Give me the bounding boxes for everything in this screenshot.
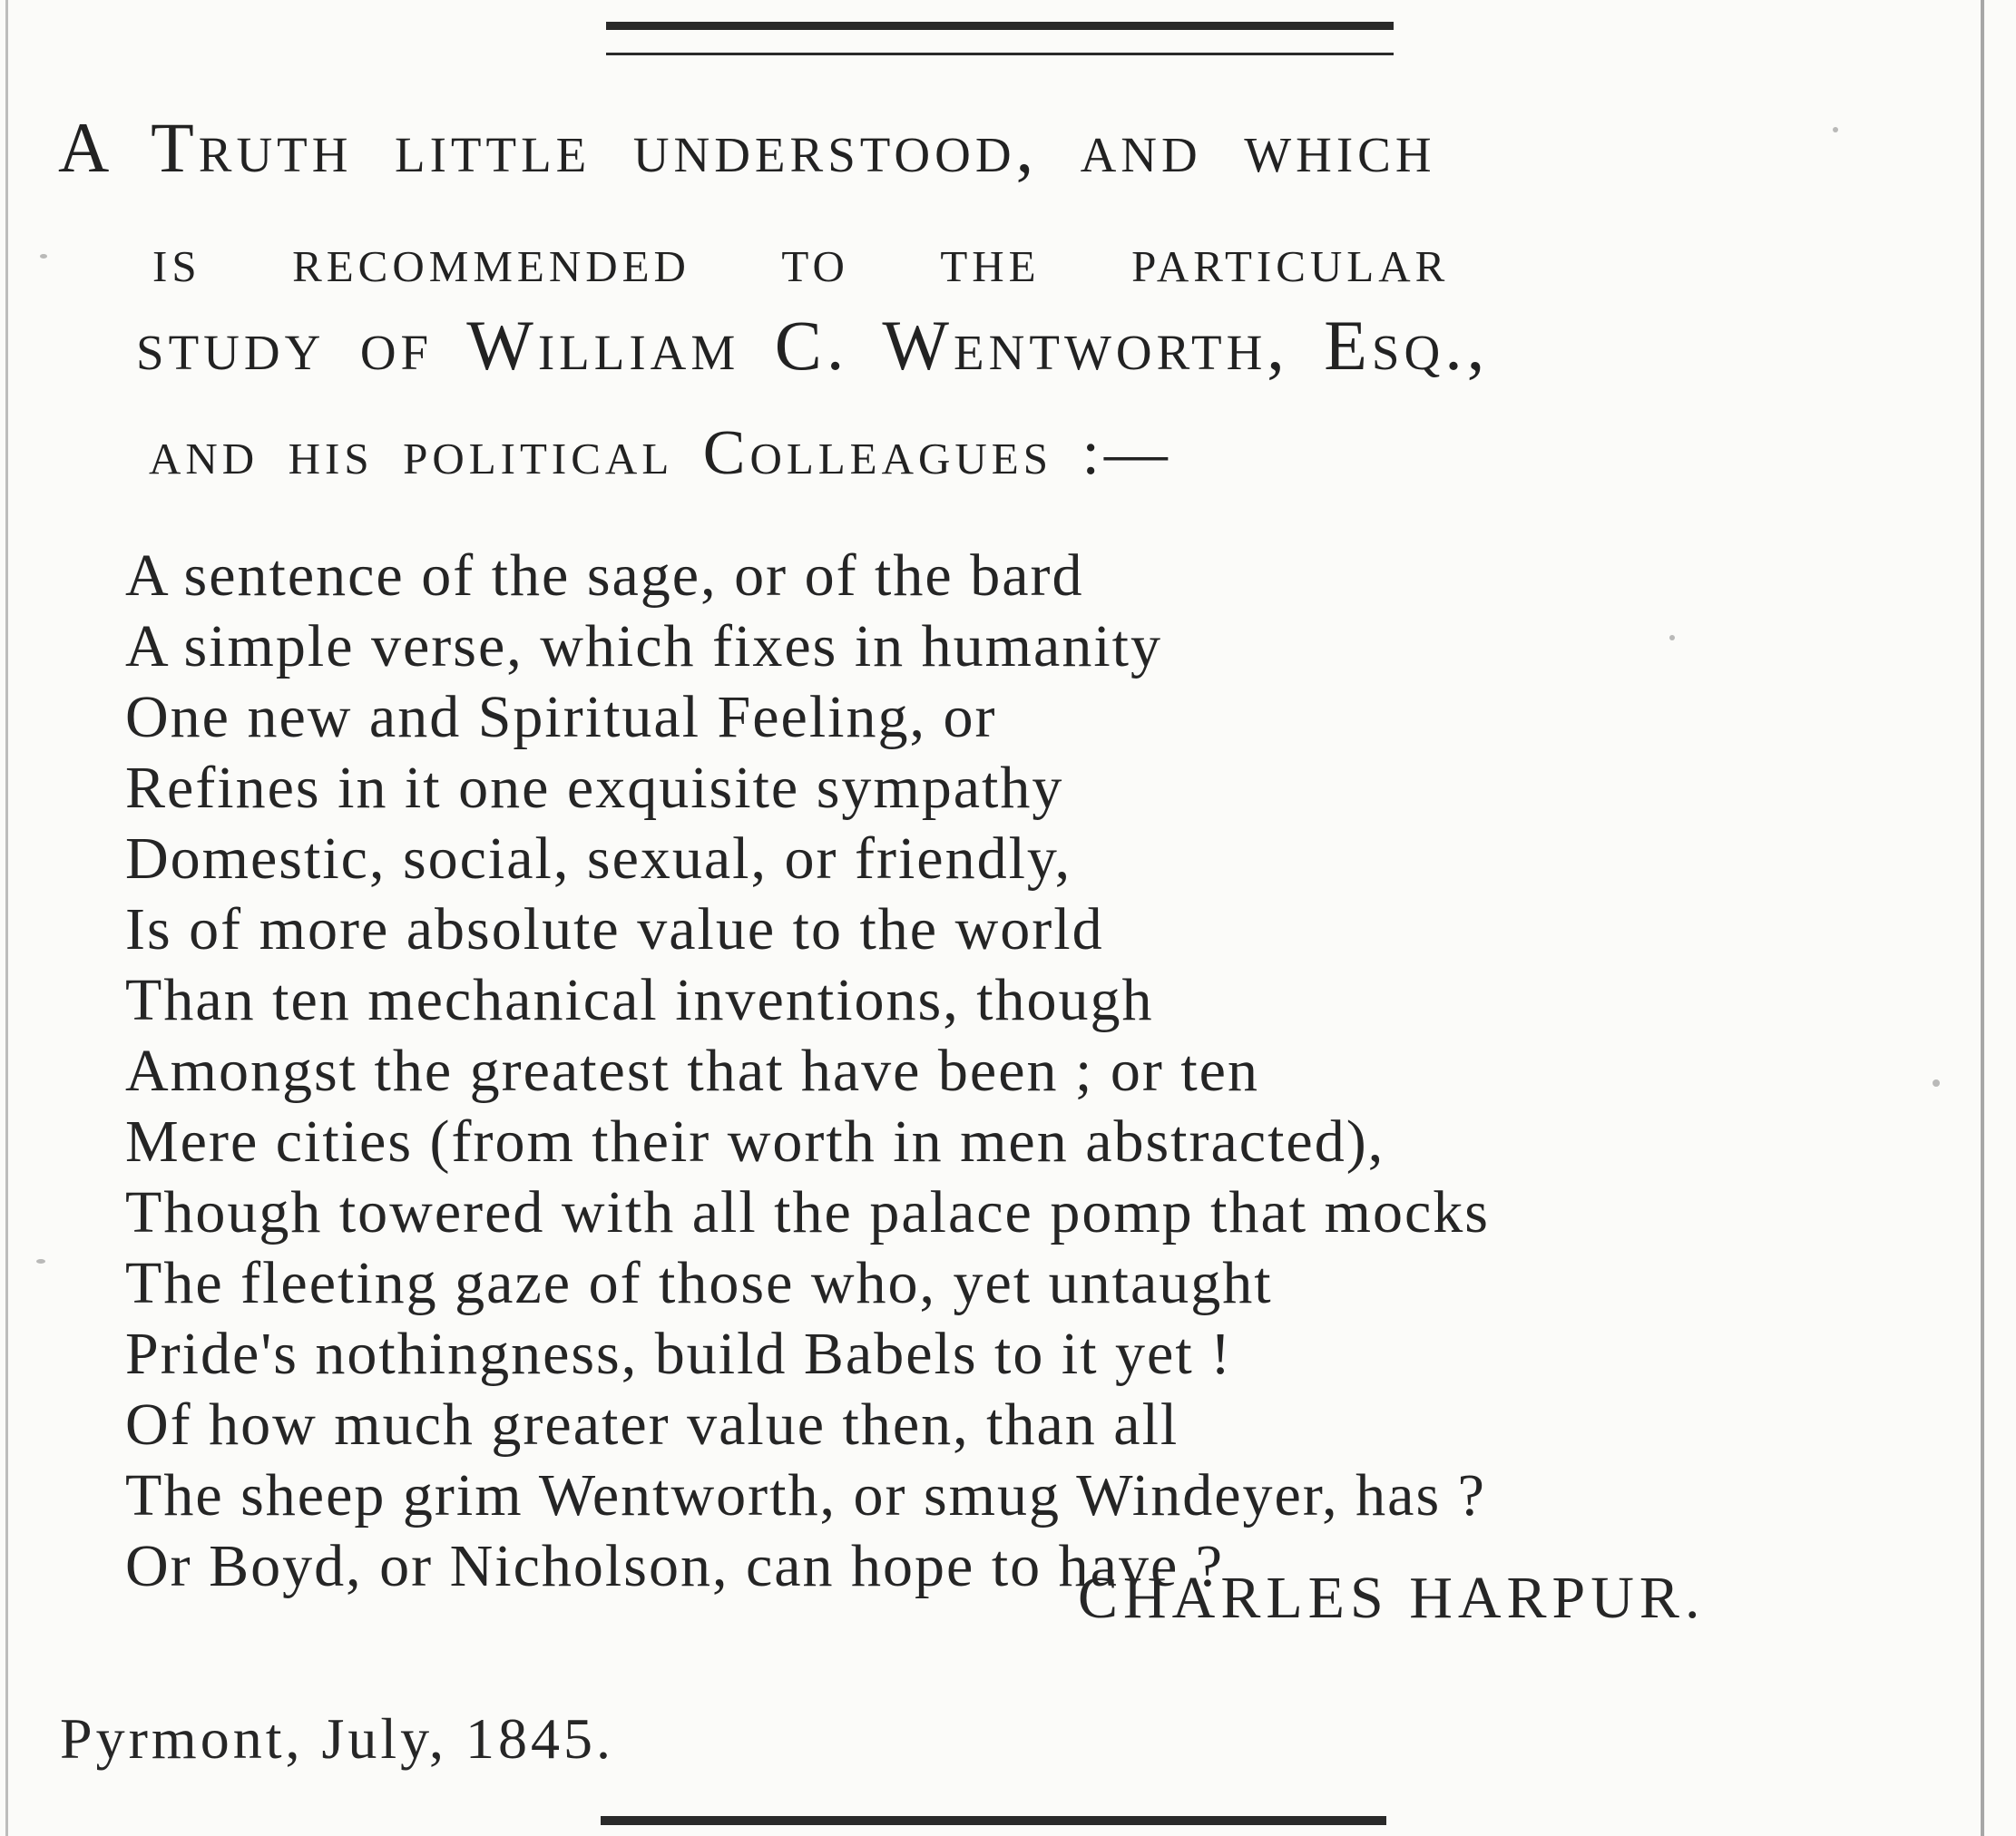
poem-line: Though towered with all the palace pomp that mocks (125, 1179, 1490, 1245)
author-signature: CHARLES HARPUR. (1078, 1565, 1706, 1631)
poem-line: Amongst the greatest that have been ; or ten (125, 1038, 1259, 1104)
poem-body (125, 541, 1490, 1602)
print-speck (1933, 1079, 1940, 1087)
top-rule-thick (606, 22, 1394, 30)
heading-line-2: is recommended to the particular (152, 226, 1450, 296)
poem-line: A sentence of the sage, or of the bard (125, 542, 1084, 609)
poem-line: Is of more absolute value to the world (125, 896, 1104, 962)
print-speck (1833, 127, 1838, 132)
poem-line: A simple verse, which fixes in humanity (125, 613, 1162, 679)
poem-line: Than ten mechanical inventions, though (125, 967, 1154, 1033)
print-speck (40, 254, 47, 259)
poem-line: Of how much greater value then, than all (125, 1392, 1179, 1458)
poem-line: Domestic, social, sexual, or friendly, (125, 825, 1072, 892)
poem-line: Mere cities (from their worth in men abstracted), (125, 1108, 1385, 1175)
print-speck (36, 1259, 45, 1264)
poem-line: One new and Spiritual Feeling, or (125, 684, 997, 750)
heading-line-1: A Truth little understood, and which (58, 108, 1436, 187)
left-column-rule (5, 0, 8, 1836)
bottom-rule-thick (601, 1816, 1386, 1825)
heading-line-3: study of William C. Wentworth, Esq., (136, 306, 1490, 385)
top-rule-thin (606, 53, 1394, 55)
poem-line: Or Boyd, or Nicholson, can hope to have ? (125, 1533, 1225, 1599)
poem-line: The sheep grim Wentworth, or smug Windeyer, has ? (125, 1462, 1486, 1528)
poem-line: Refines in it one exquisite sympathy (125, 755, 1064, 821)
poem-line: Pride's nothingness, build Babels to it yet ! (125, 1321, 1233, 1387)
print-speck (1669, 635, 1675, 640)
heading-line-4: and his political Colleagues :— (149, 418, 1172, 488)
right-column-rule (1981, 0, 1984, 1836)
dateline: Pyrmont, July, 1845. (60, 1706, 614, 1771)
poem-line: The fleeting gaze of those who, yet untaught (125, 1250, 1273, 1316)
